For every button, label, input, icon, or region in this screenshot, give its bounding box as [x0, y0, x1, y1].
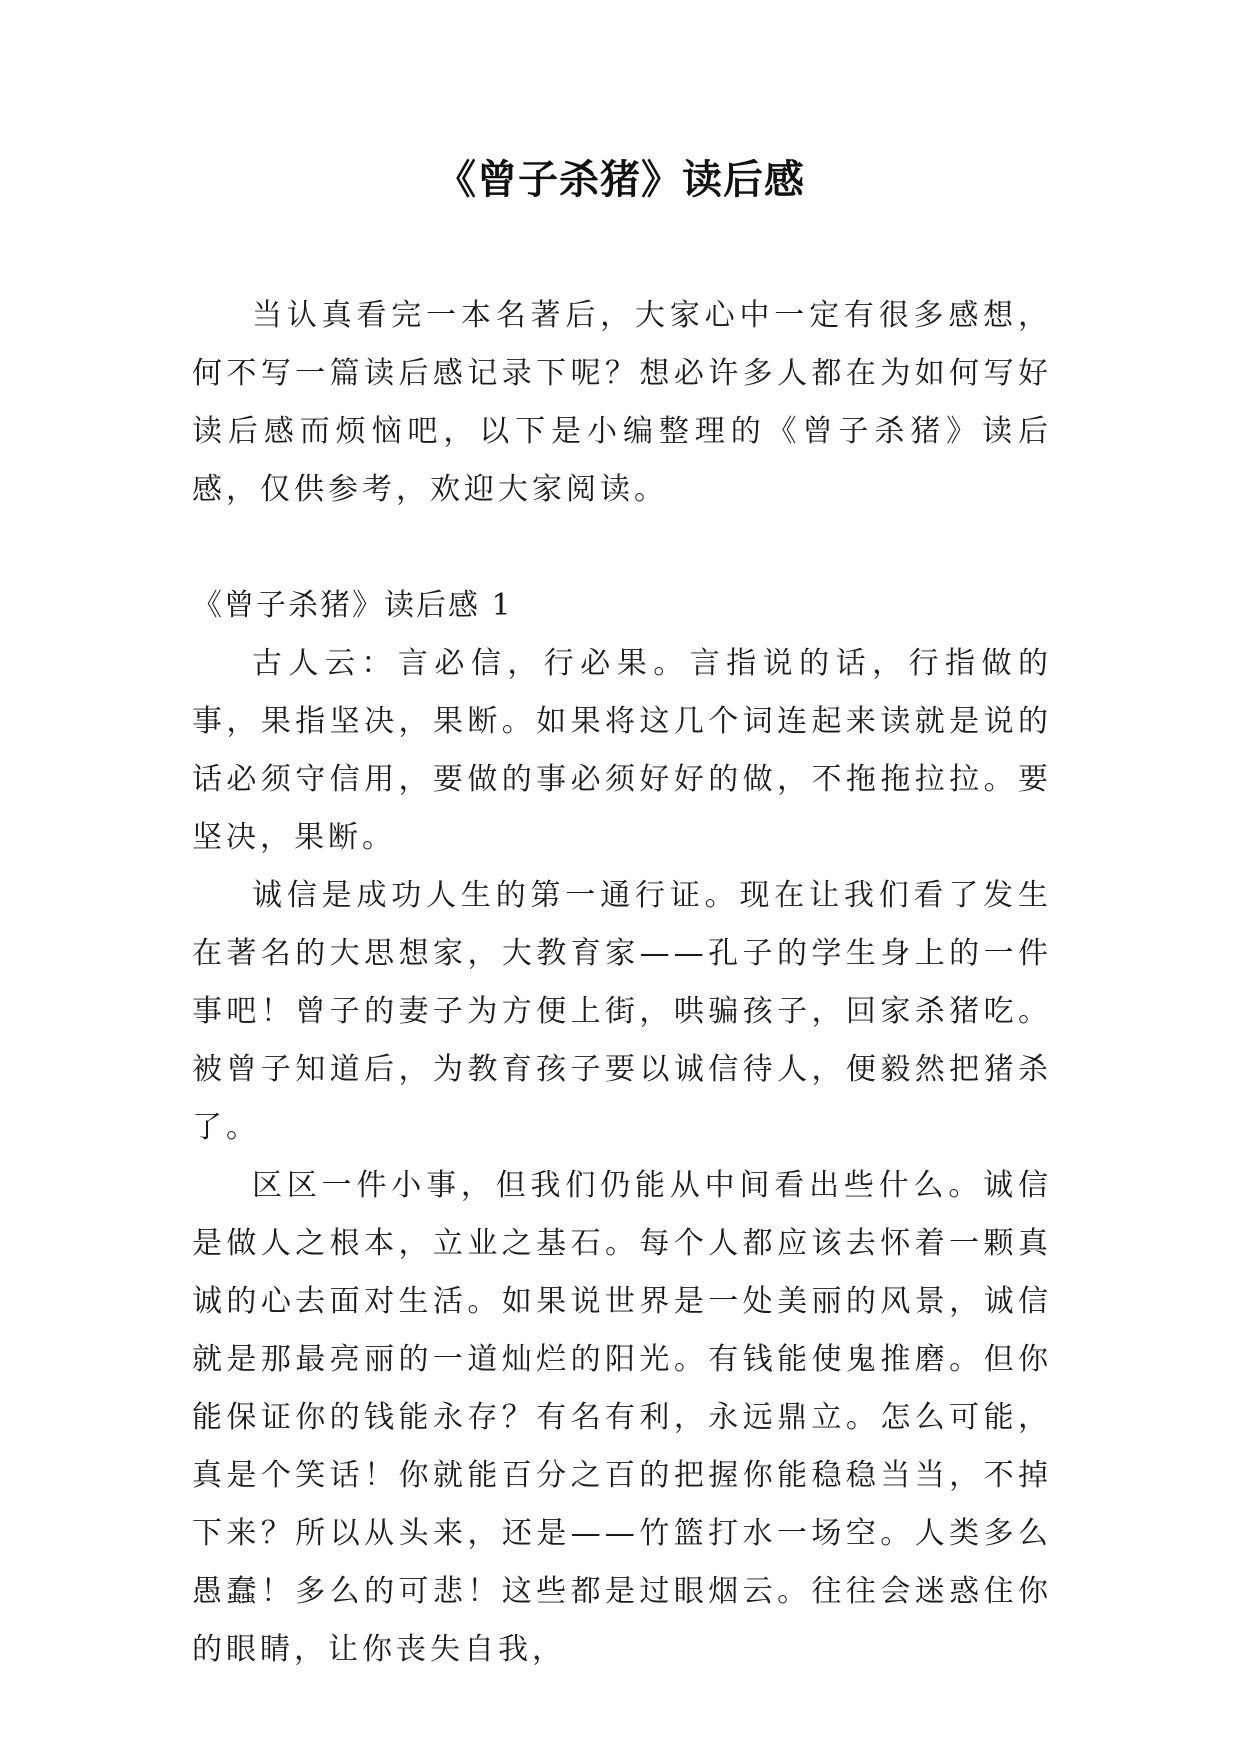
- intro-paragraph: 当认真看完一本名著后，大家心中一定有很多感想，何不写一篇读后感记录下呢？想必许多人都在为如何写好读后感而烦恼吧，以下是小编整理的《曾子杀猪》读后感，仅供参考，欢迎大家阅读。: [192, 298, 1052, 507]
- body-paragraph-2: 诚信是成功人生的第一通行证。现在让我们看了发生在著名的大思想家，大教育家——孔子的学生身上的一件事吧！曾子的妻子为方便上街，哄骗孩子，回家杀猪吃。被曾子知道后，为教育孩子要以诚信待人，便毅然把猪杀了。: [192, 878, 1052, 1145]
- section-heading: 《曾子杀猪》读后感 1: [192, 588, 513, 623]
- body-paragraph-3: 区区一件小事，但我们仍能从中间看出些什么。诚信是做人之根本，立业之基石。每个人都应该去怀着一颗真诚的心去面对生活。如果说世界是一处美丽的风景，诚信就是那最亮丽的一道灿烂的阳光。有钱能使鬼推磨。但你能保证你的钱能永存？有名有利，永远鼎立。怎么可能，真是个笑话！你就能百分之百的把握你能稳稳当当，不掉下来？所以从头来，还是——竹篮打水一场空。人类多么愚蠢！多么的可悲！这些都是过眼烟云。往往会迷惑住你的眼睛，让你丧失自我，: [192, 1168, 1052, 1667]
- body-paragraph-1: 古人云：言必信，行必果。言指说的话，行指做的事，果指坚决，果断。如果将这几个词连起来读就是说的话必须守信用，要做的事必须好好的做，不拖拖拉拉。要坚决，果断。: [192, 646, 1052, 855]
- document-title: 《曾子杀猪》读后感: [436, 157, 805, 203]
- document-body: [192, 287, 1052, 1679]
